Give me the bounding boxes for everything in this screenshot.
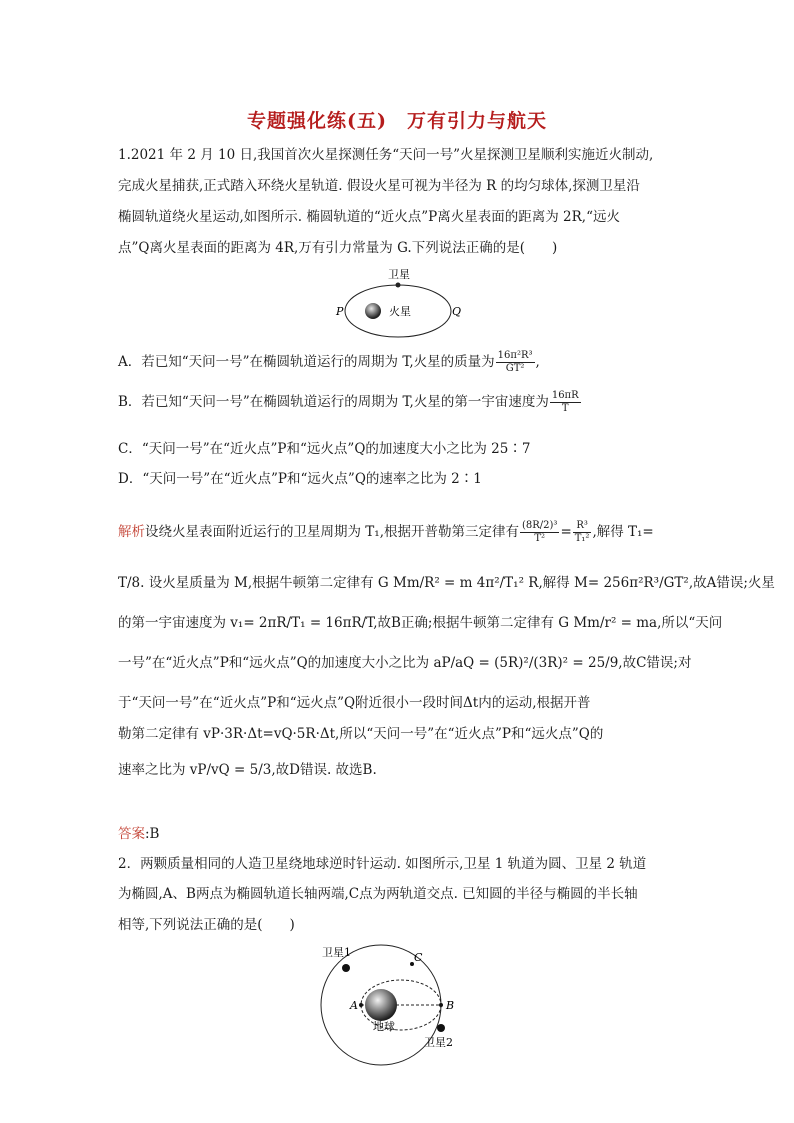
solution-line-3: 的第一宇宙速度为 v₁= 2πR/T₁ = 16πR/T,故B正确;根据牛顿第二定律有 G Mm/r² = ma,所以“天问 [118,615,723,631]
q1-option-a[interactable]: A．若已知“天问一号”在椭圆轨道运行的周期为 T,火星的质量为 $\frac{\text{16π²R³}}{\text{GT²}}$ , [118,350,540,374]
point-b-dot [439,1003,443,1007]
solution-label: 解析 [118,524,145,540]
solution-line-6: 勒第二定律有 vP·3R·Δt=vQ·5R·Δt,所以“天问一号”在“近火点”P和“远火点”Q的 [118,726,604,742]
p-label: P [336,305,344,318]
q1-line-4: 点”Q离火星表面的距离为 4R,万有引力常量为 G.下列说法正确的是( ) [118,240,558,256]
q1-option-d[interactable]: D．“天问一号”在“近火点”P和“远火点”Q的速率之比为 2∶1 [118,471,482,487]
q1-line-2: 完成火星捕获,正式踏入环绕火星轨道. 假设火星可视为半径为 R 的均匀球体,探测卫星沿 [118,178,640,194]
q1-option-b[interactable] [118,390,582,415]
q1-line-1: 1.2021 年 2 月 10 日,我国首次火星探测任务“天问一号”火星探测卫星顺利实施近火制动, [118,147,654,163]
satellite-label: 卫星 [388,268,410,281]
q1-answer: 答案:B [118,826,160,842]
sat1-label: 卫星1 [322,946,351,959]
mars-planet [365,303,381,319]
solution-line-7: 速率之比为 vP/vQ = 5/3,故D错误. 故选B. [118,762,377,778]
planet-label: 火星 [389,305,411,318]
option-b-fraction: $\frac{16\pi R}{T}$ [551,390,579,414]
q1-line-3: 椭圆轨道绕火星运动,如图所示. 椭圆轨道的“近火点”P离火星表面的距离为 2R,“远火 [118,209,620,225]
q2-line-3: 相等,下列说法正确的是( ) [118,917,295,933]
earth-label: 地球 [373,1020,395,1033]
page-title: 专题强化练(五) 万有引力与航天 [247,110,547,132]
q1-option-c[interactable]: C．“天问一号”在“近火点”P和“远火点”Q的加速度大小之比为 25∶7 [118,441,531,457]
option-b-text: B．若已知“天问一号”在椭圆轨道运行的周期为 T,火星的第一宇宙速度为 [118,394,549,410]
solution-line-2: T/8. 设火星质量为 M,根据牛顿第二定律有 G Mm/R² = m 4π²/T₁² R,解得 M= 256π²R³/GT²,故A错误;火星 [118,575,775,591]
satellite-dot [396,283,401,288]
point-a-dot [359,1003,363,1007]
solution-line-1: 解析设绕火星表面附近运行的卫星周期为 T₁,根据开普勒第三定律有 $\frac{\text{(8R/2)³}}{\text{T²}}$ = $\frac{\text{R³}}{\text{T₁²}}$ ,解得 T₁= [118,520,654,544]
satellite-2-dot [437,1024,445,1032]
q-label: Q [452,305,462,318]
solution-line-4: 一号”在“近火点”P和“远火点”Q的加速度大小之比为 aP/aQ = (5R)²/(3R)² = 25/9,故C错误;对 [118,655,692,671]
sat2-label: 卫星2 [424,1036,453,1049]
satellite-1-dot [342,964,350,972]
q2-line-2: 为椭圆,A、B两点为椭圆轨道长轴两端,C点为两轨道交点. 已知圆的半径与椭圆的半长轴 [118,886,638,902]
earth-planet [365,989,397,1021]
solution-line-5: 于“天问一号”在“近火点”P和“远火点”Q附近很小一段时间Δt内的运动,根据开普 [118,695,591,711]
q2-orbit-figure [318,940,478,1070]
q2-line-1: 2．两颗质量相同的人造卫星绕地球逆时针运动. 如图所示,卫星 1 轨道为圆、卫星 2 轨道 [118,856,647,872]
c-label: C [414,951,423,964]
b-label: B [446,999,455,1012]
q1-orbit-figure [330,264,470,344]
option-a-text: A．若已知“天问一号”在椭圆轨道运行的周期为 T,火星的质量为 [118,354,495,370]
option-a-fraction: $\frac{\text{16π²R³}}{\text{GT²}}$ [497,350,533,374]
a-label: A [350,999,358,1012]
